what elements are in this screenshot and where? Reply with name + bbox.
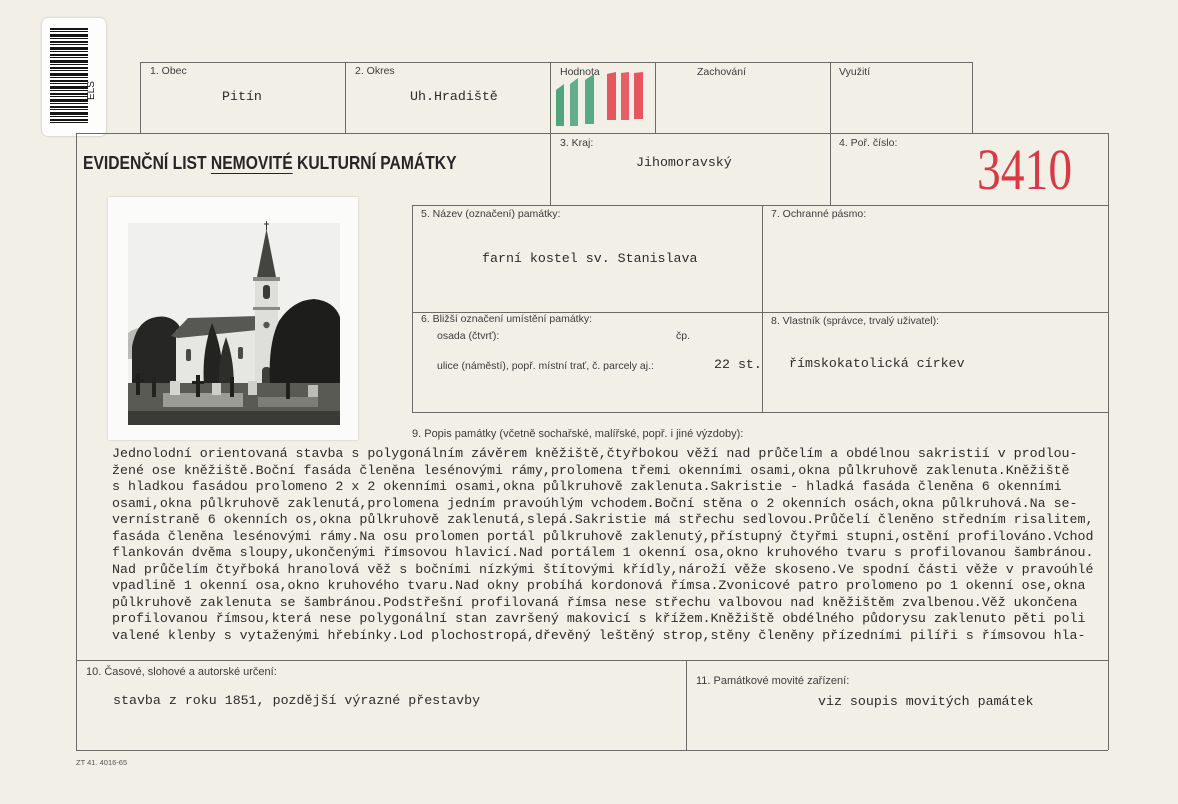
green-stripe — [556, 84, 564, 126]
ochranne-pasmo-label: 7. Ochranné pásmo: — [771, 208, 867, 220]
description-line: Nad průčelím čtyřboká hranolová věž s bočními nízkými štítovými křídly,nároží věže skoseno.Ve spodní části věže v pravoúhlé — [112, 561, 1094, 577]
form-title-part1: EVIDENČNÍ LIST — [83, 153, 211, 173]
green-stripe — [585, 74, 594, 124]
description-line: osami,okna půlkruhově zaklenutá,prolomena jedním pravoúhlým vchodem.Boční stěna o 2 okenních osách,okna půlkruhová.Na se- — [112, 495, 1078, 511]
description-line: Jednolodní orientovaná stavba s polygonálním závěrem kněžiště,čtyřbokou věží nad průčelím a obdélnou sakristií v prodlou- — [112, 446, 1078, 461]
nazev-label: 5. Název (označení) památky: — [421, 208, 561, 220]
red-stripe — [607, 72, 616, 120]
red-stripe — [621, 72, 629, 120]
description-line: půlkruhově zaklenuta se šambránou.Podstřešní profilovaná římsa nese střechu valbovou nad kněžištěm zvalbenou.Věž ukončena — [112, 594, 1078, 610]
registration-number: 3410 — [977, 137, 1073, 202]
ulice-label: ulice (náměstí), popř. místní trať, č. parcely aj.: — [437, 360, 654, 372]
obec-label: 1. Obec — [150, 65, 187, 77]
form-code: ZT 41. 4016-65 — [76, 758, 128, 767]
description-line: valené klenby s vytaženými hřebínky.Lod plochostropá,dřevěný leštěný strop,stěny členěny přízedními pilíři s římsovou hla- — [112, 627, 1086, 643]
form-title — [83, 153, 457, 173]
nazev-value: farní kostel sv. Stanislava — [482, 251, 698, 266]
description-line: vpadlině 1 okenní osa,okno kruhového tvaru.Nad okny probíhá kordonová římsa.Zvonicové patro prolomeno po 1 okenní ose,okna — [112, 578, 1086, 593]
description-line: vernístraně 6 okenních os,okna půlkruhově zaklenutá,slepá.Sakristie má střechu sedlovou.Průčelí členěno středním risalitem, — [112, 512, 1094, 527]
urceni-label: 10. Časové, slohové a autorské určení: — [86, 666, 277, 678]
kraj-label: 3. Kraj: — [560, 137, 594, 149]
osada-label: osada (čtvrť): — [437, 330, 500, 342]
description-line: flankován dvěma sloupy,ukončenými římsovou hlavicí.Nad portálem 1 okenní osa,okno kruhového tvaru s profilovanou šambránou. — [112, 545, 1094, 560]
parcela-value: 22 st. — [714, 357, 762, 372]
por-cislo-label: 4. Poř. číslo: — [839, 137, 898, 149]
description-line: profilovanou římsou,která nese polygonální stan završený makovicí s křížem.Kněžiště obdélného půdorysu zaklenuto pěti poli — [112, 611, 1086, 626]
zachovani-label: Zachování — [697, 66, 747, 78]
form-title-underlined: NEMOVITÉ — [210, 153, 293, 173]
green-stripe — [570, 78, 578, 126]
red-stripe — [634, 72, 643, 119]
church-photo — [108, 197, 358, 440]
vlastnik-label: 8. Vlastník (správce, trvalý uživatel): — [771, 315, 940, 327]
popis-label: 9. Popis památky (včetně sochařské, malířské, popř. i jiné výzdoby): — [412, 428, 744, 440]
okres-label: 2. Okres — [355, 65, 395, 77]
urceni-value: stavba z roku 1851, pozdější výrazné přestavby — [113, 693, 481, 708]
movite-label: 11. Památkové movité zařízení: — [696, 675, 850, 687]
okres-value: Uh.Hradiště — [410, 89, 498, 104]
movite-value: viz soupis movitých památek — [818, 694, 1034, 709]
description-line: žené ose kněžiště.Boční fasáda členěna lesénovými rámy,prolomena třemi okenními osami,okna půlkruhově zaklenuta.Kněžiště — [112, 462, 1070, 478]
popis-text — [112, 446, 1093, 644]
kraj-value: Jihomoravský — [636, 155, 732, 170]
description-line: fasáda členěna lesénovými rámy.Na osu prolomen portál půlkruhově zaklenutý,přístupný čtyřmi stupni,ostění profilováno.Vchod — [112, 528, 1094, 544]
hodnota-label: Hodnota — [560, 66, 600, 78]
cp-label: čp. — [676, 330, 691, 342]
description-line: s hladkou fasádou prolomeno 2 x 2 okenními osami,okna půlkruhově zaklenuta.Sakristie - hladká fasáda členěna 6 okenními — [112, 479, 1062, 494]
vlastnik-value: římskokatolická církev — [789, 356, 965, 371]
vyuziti-label: Využití — [839, 66, 871, 78]
obec-value: Pitín — [222, 89, 262, 104]
umisteni-label: 6. Bližší označení umístění památky: — [421, 313, 592, 325]
form-title-part2: KULTURNÍ PAMÁTKY — [292, 153, 457, 173]
sticker-code: ELS — [86, 81, 97, 100]
